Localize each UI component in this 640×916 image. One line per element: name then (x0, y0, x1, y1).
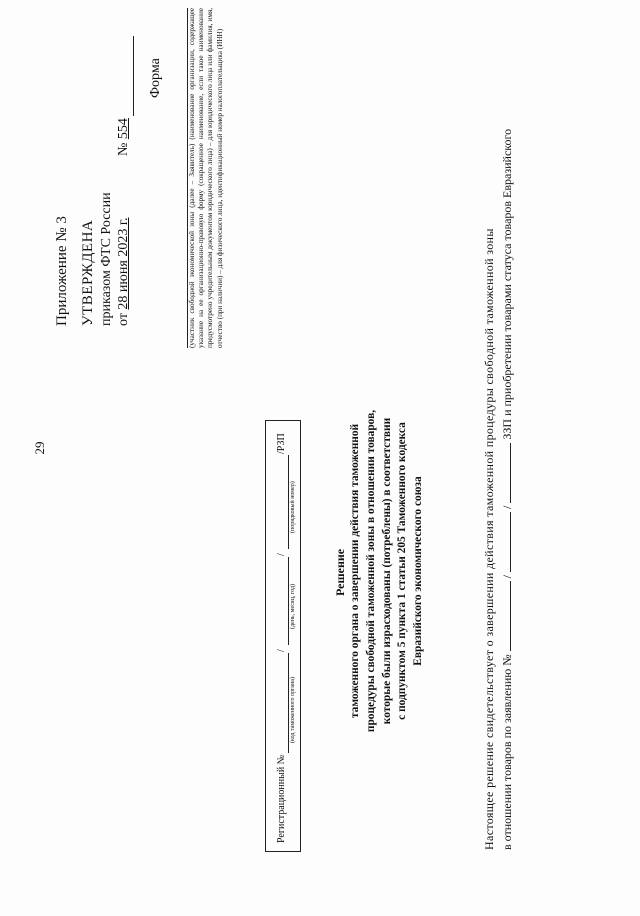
decision-subtitle (348, 356, 427, 786)
caption-serial-number: (порядковый номер) (290, 481, 296, 533)
order-reference: приказом ФТС России (99, 192, 114, 326)
registration-label: Регистрационный № (276, 754, 287, 843)
caption-customs-code: (код таможенного органа) (290, 677, 296, 743)
decision-line: которые были израсходованы (потреблены) в соответствии (380, 417, 393, 725)
registration-slash-2: / (276, 553, 287, 556)
order-date-value: 28 июня 2023 г. (116, 217, 131, 310)
application-date-blank (500, 512, 511, 572)
application-serial-blank (500, 443, 511, 503)
decision-title: Решение (333, 548, 347, 596)
body-slash-2: / (500, 505, 514, 509)
body-line-2-start: в отношении товаров по заявлению № (500, 654, 514, 850)
order-date-prefix: от (116, 313, 131, 326)
decision-line: Евразийского экономического союза (412, 476, 425, 666)
application-number-blank (500, 581, 511, 651)
participant-caption: (участник свободной экономической зоны (далее – Заявитель) (наименование организации, содержащее указание на ее организационно-правовую форму (сокращенное наименование, если такое наименование предусмотрено учредительным документом юридического лица) – для юридического лица или фамилия, имя, отчество (при наличии) – для физического лица, идентификационный номер налогоплательщика (ИНН) (188, 8, 224, 348)
order-date (116, 218, 132, 326)
order-number-value: 554 (116, 118, 131, 140)
decision-line: процедуры свободной таможенной зоны в отношении товаров, (364, 409, 377, 733)
caption-date: (день, месяц, год) (290, 583, 296, 629)
body-slash-1: / (500, 574, 514, 579)
order-number-prefix: № (116, 142, 131, 156)
registration-box (265, 420, 301, 852)
body-line-1: Настоящее решение свидетельствует о завершении действия таможенной процедуры свободной таможенной зоны (482, 228, 496, 850)
body-line-2-end: ЗЗП и приобретении товарами статуса товаров Евразийского (500, 128, 514, 440)
form-label: Форма (148, 58, 163, 98)
appendix-number: Приложение № 3 (54, 216, 70, 326)
decision-line: таможенного органа о завершении действия таможенной (349, 423, 361, 719)
registration-slash-1: / (276, 649, 287, 652)
body-line-2 (498, 70, 516, 850)
decision-line: с подпунктом 5 пункта 1 статьи 205 Таможенного кодекса (396, 422, 409, 720)
approved-heading: УТВЕРЖДЕНА (80, 219, 96, 326)
serial-line (288, 455, 289, 549)
customs-code-line (288, 653, 289, 753)
registration-suffix: /РЗП (276, 433, 287, 454)
body-paragraph (480, 70, 516, 850)
form-rule-line (133, 36, 134, 116)
order-number (116, 118, 132, 156)
page-number: 29 (32, 441, 47, 455)
date-line (288, 557, 289, 645)
